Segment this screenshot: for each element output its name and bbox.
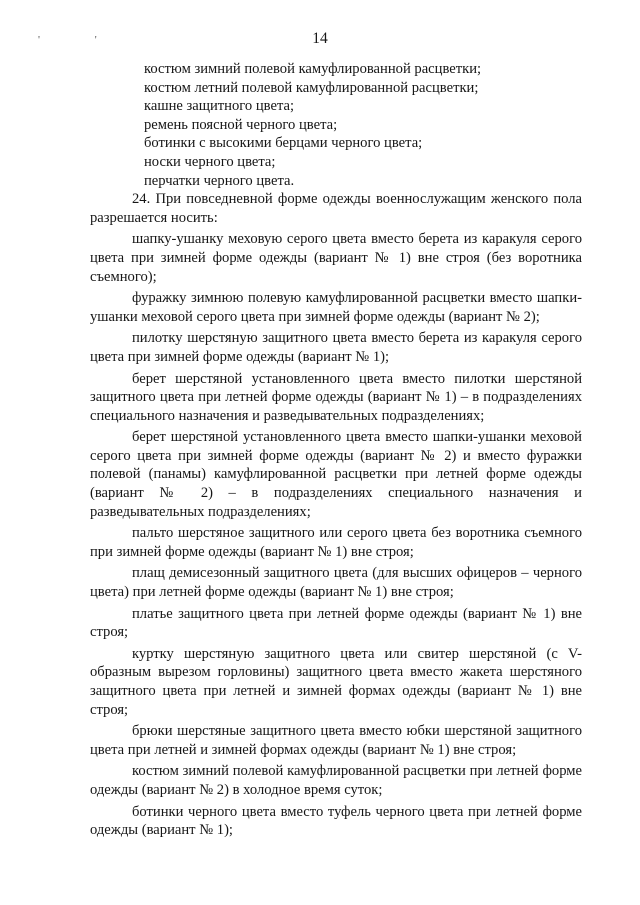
paragraph: пальто шерстяное защитного или серого цвета без воротника съемного при зимней форме одежды (вариант № 1) вне строя; xyxy=(90,525,582,560)
document-body xyxy=(90,60,582,840)
paragraph: ботинки черного цвета вместо туфель черного цвета при летней форме одежды (вариант № 1); xyxy=(90,803,582,839)
paragraph: берет шерстяной установленного цвета вместо пилотки шерстяной защитного цвета при летней форме одежды (вариант № 1) – в подразделениях специального назначения и разведывательных подразделениях; xyxy=(90,370,582,424)
page-number: 14 xyxy=(312,30,328,47)
list-item: носки черного цвета; xyxy=(144,153,276,170)
paragraph: фуражку зимнюю полевую камуфлированной расцветки вместо шапки-ушанки меховой серого цвета при зимней форме одежды (вариант № 2); xyxy=(90,290,582,325)
list-item: костюм зимний полевой камуфлированной расцветки; xyxy=(144,61,482,77)
list-item: перчатки черного цвета. xyxy=(144,172,295,189)
paragraph: шапку-ушанку меховую серого цвета вместо берета из каракуля серого цвета при зимней форме одежды (вариант № 1) вне строя (без воротника съемного); xyxy=(90,231,582,285)
scan-marks: ' ' xyxy=(38,34,123,46)
list-item: кашне защитного цвета; xyxy=(144,98,295,115)
list-item: ботинки с высокими берцами черного цвета; xyxy=(144,135,423,152)
list-item: ремень поясной черного цвета; xyxy=(144,116,338,133)
paragraph: костюм зимний полевой камуфлированной расцветки при летней форме одежды (вариант № 2) в холодное время суток; xyxy=(90,763,582,798)
paragraph: берет шерстяной установленного цвета вместо шапки-ушанки меховой серого цвета при зимней форме одежды (вариант № 2) и вместо фуражки полевой (панамы) камуфлированной расцветки при летней форме одежды (вариант № 2) – в подразделениях специального назначения и разведывательных подразделениях; xyxy=(90,429,582,520)
paragraph: куртку шерстяную защитного цвета или свитер шерстяной (с V-образным вырезом горловины) защитного цвета вместо жакета шерстяного защитного цвета при летней и зимней формах одежды (вариант № 1) вне строя; xyxy=(90,645,582,718)
list-item: костюм летний полевой камуфлированной расцветки; xyxy=(144,79,479,96)
paragraph: плащ демисезонный защитного цвета (для высших офицеров – черного цвета) при летней форме одежды (вариант № 1) вне строя; xyxy=(90,565,582,601)
paragraph: брюки шерстяные защитного цвета вместо юбки шерстяной защитного цвета при летней и зимней формах одежды (вариант № 1) вне строя; xyxy=(90,723,582,758)
section-heading-paragraph: 24. При повседневной форме одежды военнослужащим женского пола разрешается носить: xyxy=(90,191,582,226)
paragraph: платье защитного цвета при летней форме одежды (вариант № 1) вне строя; xyxy=(90,605,582,641)
paragraph: пилотку шерстяную защитного цвета вместо берета из каракуля серого цвета при зимней форме одежды (вариант № 1); xyxy=(90,330,582,365)
